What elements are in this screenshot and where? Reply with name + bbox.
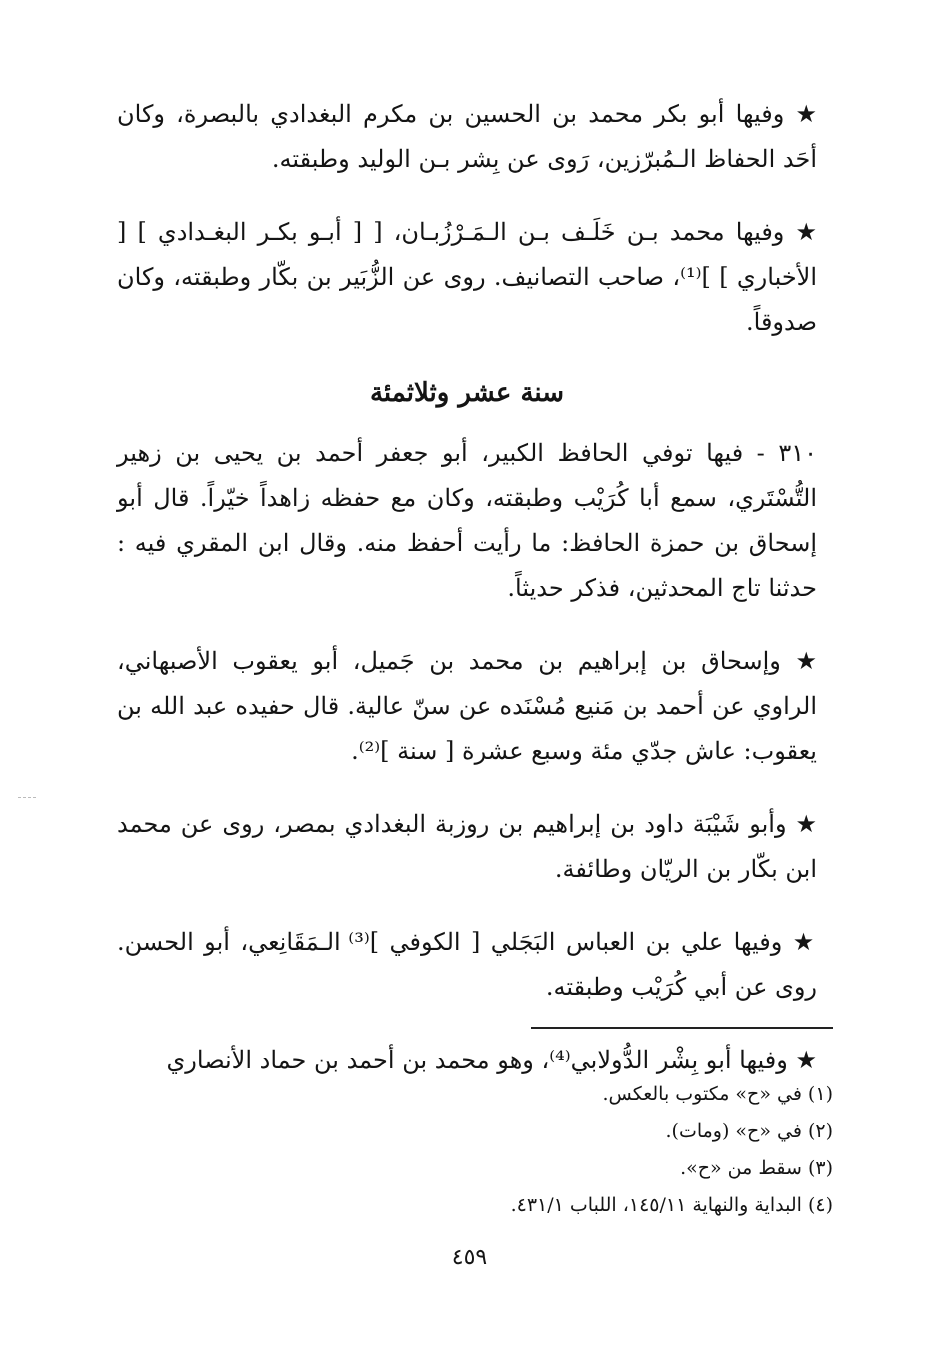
entry-ishaq-ibn-ibrahim: ★ وإسحاق بن إبراهيم بن محمد بن جَميل، أبو يعقوب الأصبهاني، الراوي عن أحمد بن مَنيع مُسْنَده عن سنّ عالية. قال حفيده عبد الله بن يعقوب: عاش جدّي مئة وسبع عشرة [ سنة ]⁽²⁾.: [117, 647, 818, 765]
entry-ali-ibn-al-abbas: ★ وفيها علي بن العباس البَجَلي [ الكوفي ]⁽³⁾ الـمَقَانِعي، أبو الحسن. روى عن أبي كُرَيْب وطبقته.: [117, 928, 818, 1001]
footnote-divider: [531, 1027, 833, 1029]
section-heading: سنة عشر وثلاثمئة: [369, 378, 565, 408]
entry-muhammad-ibn-khalaf: ★ وفيها محمد بـن خَلَـف بـن الـمَـرْزُبـان، [ [ أبـو بكـر البغـدادي ] [ الأخباري ] ]⁽¹⁾، صاحب التصانيف. روى عن الزُّبَير بن بكّار وطبقته، وكان صدوقاً.: [117, 218, 818, 336]
main-text: [117, 92, 817, 1111]
footnote-3: (٣) سقط من «ح».: [680, 1157, 833, 1179]
entry-abu-bishr-al-dulabi: ★ وفيها أبو بِشْر الدُّولابي⁽⁴⁾، وهو محمد بن أحمد بن حماد الأنصاري: [166, 1046, 817, 1074]
entry-abu-bakr-muhammad-ibn-al-husayn: ★ وفيها أبو بكر محمد بن الحسين بن مكرم البغدادي بالبصرة، وكان أحَد الحفاظ الـمُبرّزين، رَوى عن بِشر بـن الوليد وطبقته.: [117, 100, 817, 173]
footnotes-list: [133, 1076, 833, 1224]
scan-margin-mark: [18, 797, 36, 798]
page-number: ٤٥٩: [451, 1245, 488, 1270]
footnote-2: (٢) في «ح» (ومات).: [665, 1120, 833, 1142]
footnote-1: (١) في «ح» مكتوب بالعكس.: [602, 1083, 833, 1105]
footnote-4: (٤) البداية والنهاية ١٤٥/١١، اللباب ٤٣١/١.: [510, 1194, 833, 1216]
entry-abu-shayba-dawud: ★ وأبو شَيْبَة داود بن إبراهيم بن روزبة البغدادي بمصر، روى عن محمد ابن بكّار بن الريّان وطائفة.: [117, 810, 817, 883]
entry-year-310: ٣١٠ - فيها توفي الحافظ الكبير، أبو جعفر أحمد بن يحيى بن زهير التُّسْتَري، سمع أبا كُرَيْب وطبقته، وكان مع حفظه زاهداً خيّراً. قال أبو إسحاق بن حمزة الحافظ: ما رأيت أحفظ منه. وقال ابن المقري فيه : حدثنا تاج المحدثين، فذكر حديثاً.: [117, 439, 817, 602]
